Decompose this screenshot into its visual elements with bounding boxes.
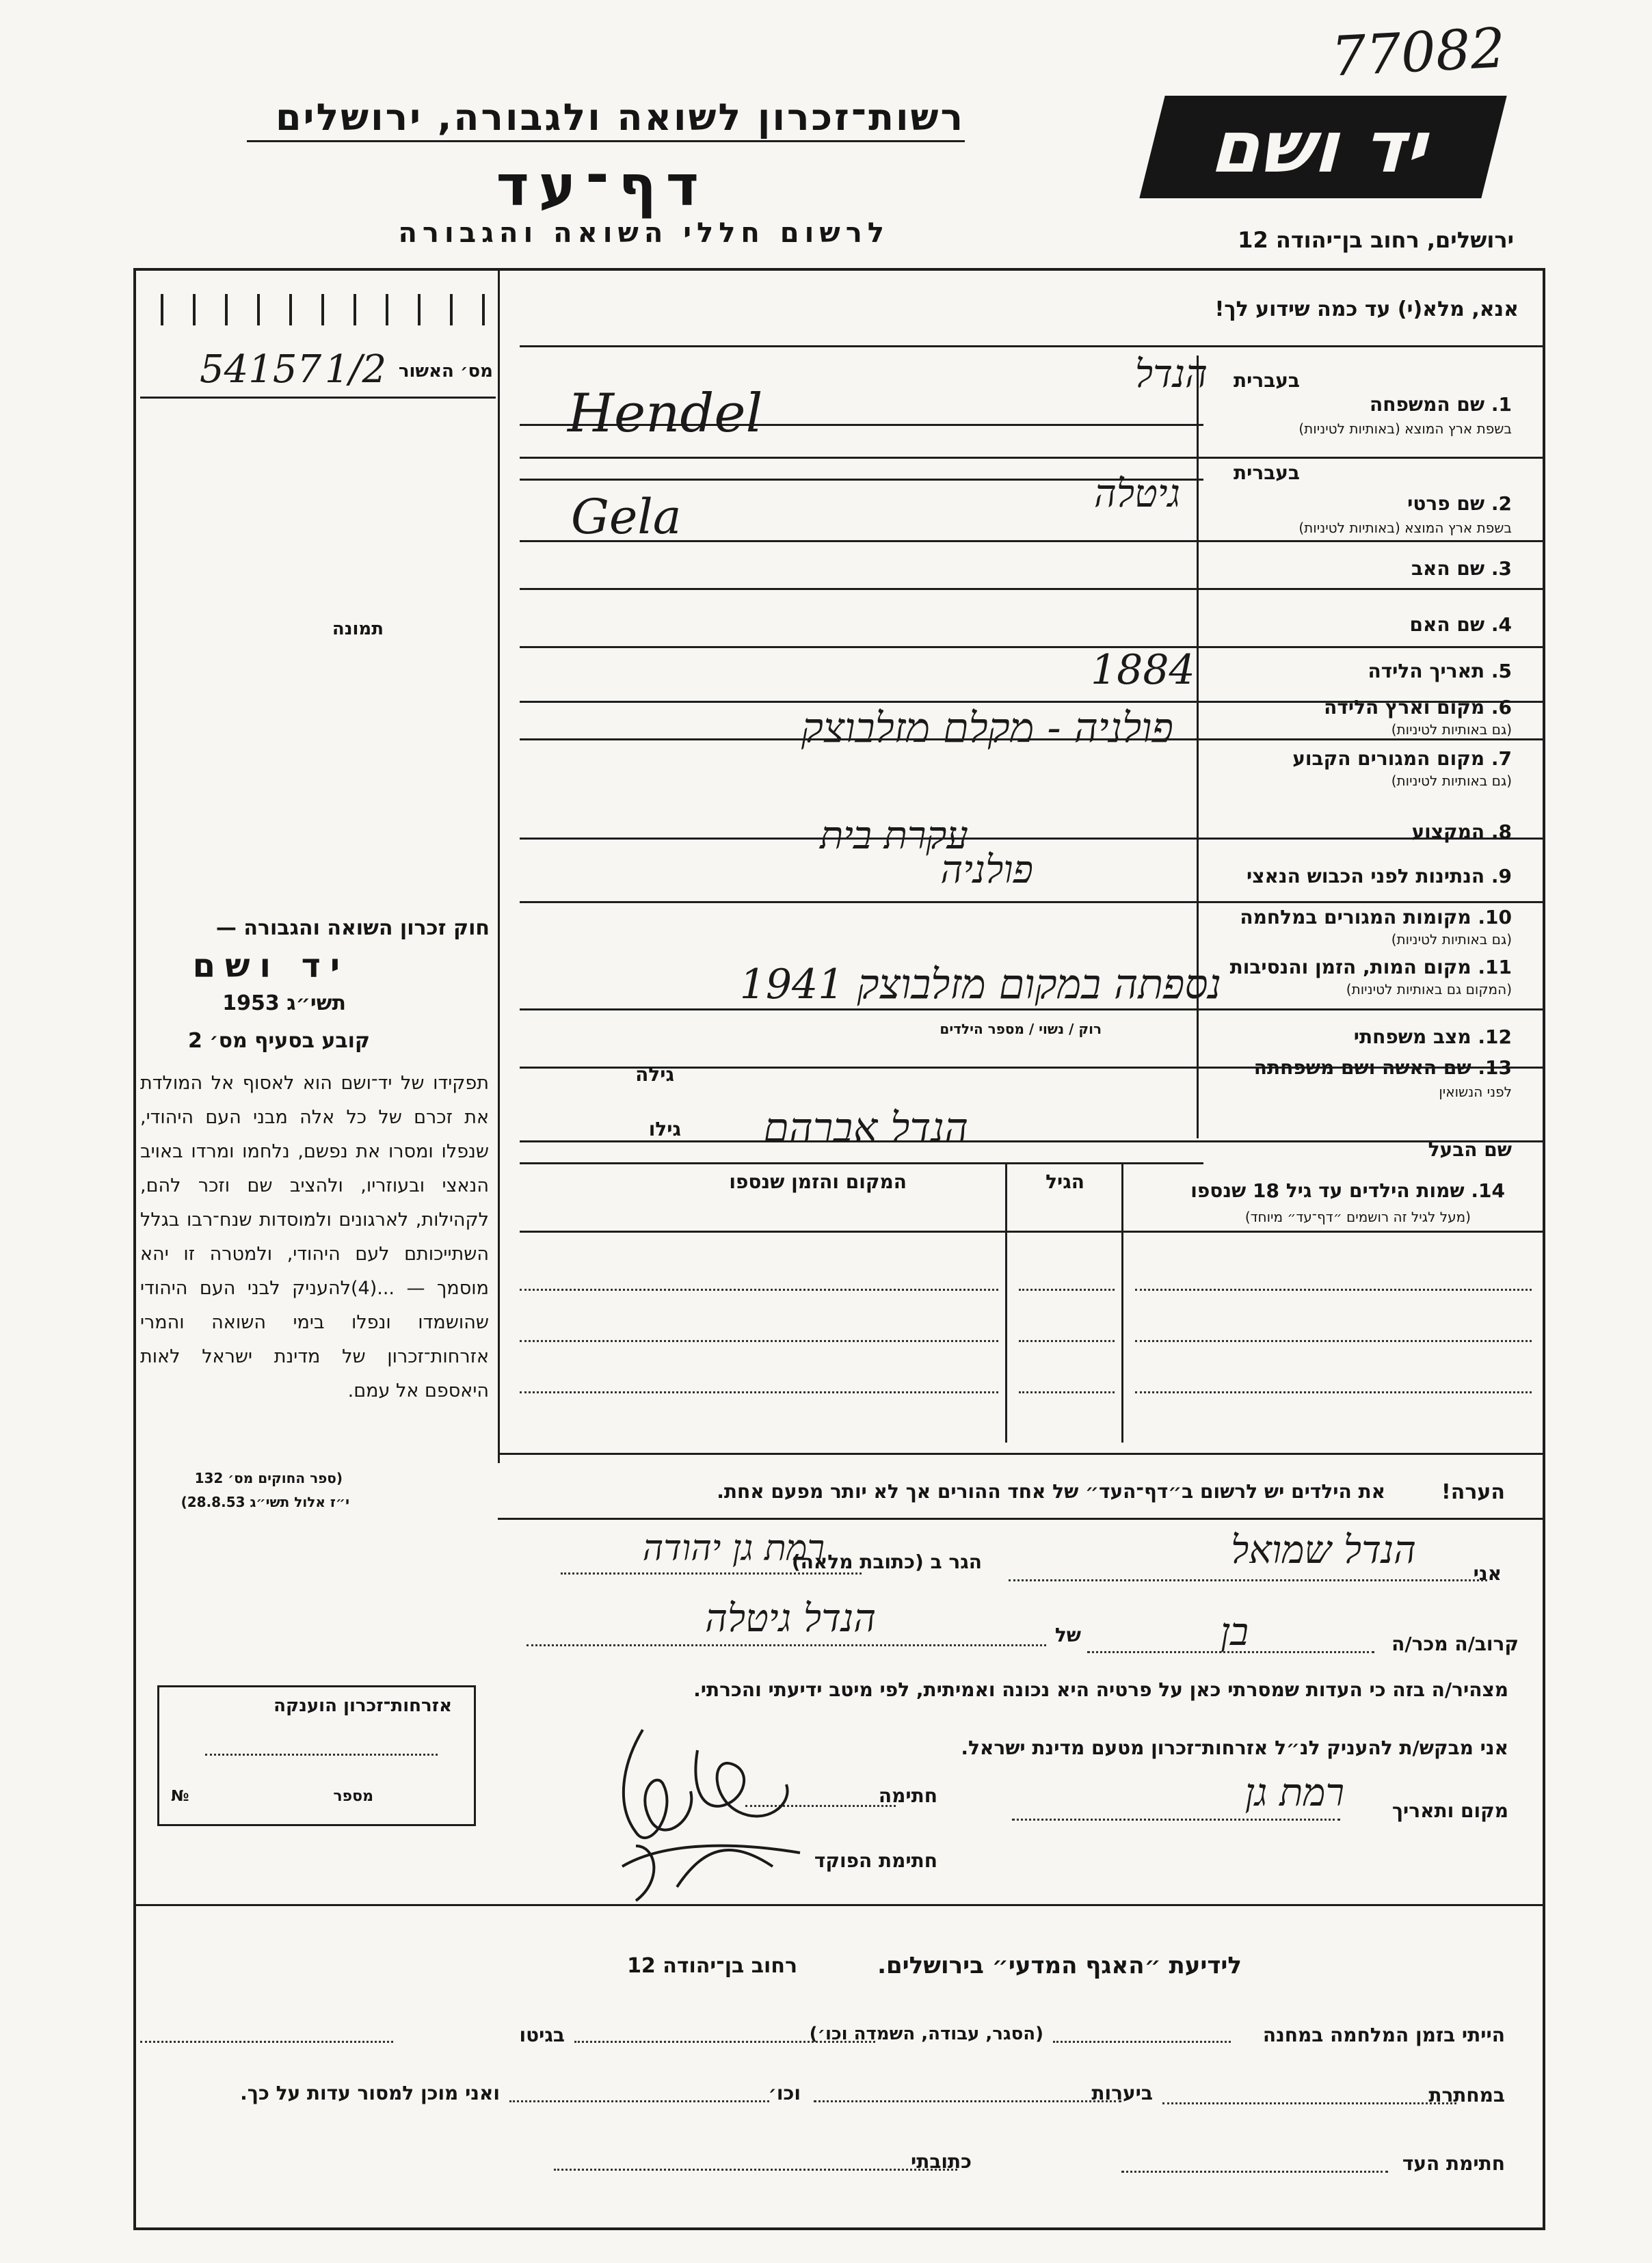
law-name: יד ושם	[192, 947, 349, 985]
field-3-label: 3. שם האב	[1411, 557, 1512, 580]
field-10-label: 10. מקומות המגורים במלחמה	[1240, 906, 1512, 928]
authority-underline	[247, 140, 965, 142]
place-date-label: מקום ותאריך	[1391, 1799, 1508, 1822]
approval-label: מס׳ האשור	[398, 361, 493, 381]
field-5-label: 5. תאריך הלידה	[1368, 660, 1512, 682]
field-1-hebrew-label: בעברית	[1233, 369, 1300, 392]
label-column-border	[1197, 356, 1199, 1138]
law-year: תשי״ג 1953	[222, 991, 346, 1015]
signature-label: חתימה	[878, 1784, 937, 1807]
law-title: חוק זכרון השואה והגבורה —	[215, 916, 490, 940]
field-8-label: 8. המקצוע	[1411, 820, 1512, 843]
footer-line2-mid1: ביערות	[1091, 2082, 1153, 2104]
approval-underline	[140, 397, 496, 399]
children-label: 14. שמות הילדים עד גיל 18 שנספו	[1190, 1179, 1505, 1202]
instructions-divider	[520, 345, 1545, 347]
law-body: תפקידו של יד־ושם הוא לאסוף אל המולדת את זכרם של כל אלה מבני העם היהודי, שנפלו ומסרו את נפשם, נלחמו ומרדו באויב הנאצי ובעוזריו, ולהציב שם וזכר להם, לקהילות, לארגונים ולמוסדות שנח־רבו בגלל השתייכותם לעם היהודי, ולמטרה זו יהא מוסמך — ...(4)להעניק לבני העם היהודי שהושמדו ונפלו בימי השואה והמרי אזרחות־זכרון של מדינת ישראל לאות היאספם אל עמם.	[140, 1073, 489, 1402]
instructions: אנא, מלא(י) עד כמה שידוע לך!	[1214, 297, 1519, 321]
field-11-label: 11. מקום המות, הזמן והנסיבות	[1229, 956, 1512, 978]
witness-ani-label: אני	[1473, 1562, 1502, 1585]
field-4-label: 4. שם האם	[1409, 613, 1512, 636]
footer-line1-start: הייתי בזמן המלחמה במחנה	[1262, 2024, 1505, 2046]
law-source-date: י״ז אלול תשי״ג 28.8.53)	[181, 1494, 349, 1510]
footer-address: רחוב בן־יהודה 12	[627, 1954, 797, 1978]
citizenship-box-title: אזרחות־זכרון הוענקה	[274, 1696, 452, 1716]
note-label: הערה!	[1441, 1480, 1505, 1504]
children-age-header: הגיל	[1045, 1170, 1084, 1193]
authority-line: רשות־זכרון לשואה ולגבורה, ירושלים	[275, 96, 965, 139]
field-7-label: 7. מקום המגורים הקבוע	[1292, 747, 1512, 770]
field-2-label: 2. שם פרטי	[1407, 492, 1512, 515]
field-6-label: 6. מקום וארץ הלידה	[1324, 696, 1512, 719]
footer-line1-paren: (הסגר, עבודה, השמדה וכו׳)	[809, 2024, 1043, 2044]
footer-line2-mid2: וכו׳	[768, 2082, 801, 2104]
husband-born-label: גילו	[648, 1118, 681, 1140]
form-subtitle: לרשום חללי השואה והגבורה	[398, 217, 890, 249]
header-address: ירושלים, רחוב בן־יהודה 12	[1238, 227, 1514, 253]
footer-line1-end: בגיטו	[519, 2024, 565, 2046]
field-1-latin-value: Hendel	[568, 383, 763, 444]
approval-ticks	[161, 294, 482, 325]
note-text: את הילדים יש לרשום ב״דף־העד״ של אחד ההורים אך לא יותר מפעם אחת.	[717, 1480, 1385, 1503]
field-1-sub: בשפת ארץ המוצא (באותיות לטיניות)	[1298, 420, 1512, 437]
witness-signature	[595, 1709, 841, 1907]
place-date-value: רמת גן	[1244, 1771, 1344, 1815]
husband-value: הנדל אברהם	[763, 1104, 968, 1152]
field-2-hebrew-value: גיטלה	[1094, 472, 1180, 516]
witness-request: אני מבקש/ת להעניק לנ״ל אזרחות־זכרון מטעם מדינת ישראל.	[961, 1737, 1508, 1759]
approval-fraction: 1/2	[325, 347, 387, 392]
witness-name: הנדל שמואל	[1231, 1528, 1416, 1572]
witness-of-name: הנדל גיטלה	[705, 1596, 876, 1641]
left-column-border	[498, 270, 500, 1463]
field-2-latin-value: Gela	[571, 489, 682, 545]
witness-relation: בן	[1220, 1610, 1249, 1655]
field-11-sub: (המקום גם באותיות לטיניות)	[1346, 981, 1512, 997]
yad-vashem-logo: יד ושם	[1139, 96, 1506, 198]
footer-line3-end: כתובתי	[910, 2150, 972, 2173]
field-6-sub: (גם באותיות לטיניות)	[1391, 721, 1512, 738]
witness-address: רמת גן יהודה	[642, 1528, 825, 1569]
field-1-hebrew-value: הנדל	[1134, 352, 1208, 397]
field-11-value: נספתה במקום מזלבוצק 1941	[739, 961, 1221, 1008]
field-12-sub: רוק / נשוי / מספר הילדים	[940, 1021, 1102, 1037]
footer-title: לידיעת ״האגף המדעי״ בירושלים.	[877, 1952, 1242, 1979]
witness-relation-label: קרוב/ה מכר/ה	[1391, 1633, 1519, 1655]
field-5-value: 1884	[1091, 646, 1195, 694]
law-clause: קובע בסעיף מס׳ 2	[187, 1029, 370, 1053]
field-13-maiden-label: גילה	[635, 1063, 674, 1086]
witness-declaration: מצהיר/ה בזה כי העדות שמסרתי כאן על פרטיה היא נכונה ואמיתית, לפי מיטב ידיעתי והכרתי.	[693, 1678, 1508, 1701]
field-2-sub: בשפת ארץ המוצא (באותיות לטיניות)	[1298, 520, 1512, 536]
footer-line2-end: ואני מוכן למסור עדות על כך.	[240, 2082, 500, 2104]
field-9-value: פולניה	[940, 848, 1033, 892]
witness-resides-label: הגר ב (כתובת מלאה)	[791, 1551, 982, 1573]
field-2-hebrew-label: בעברית	[1233, 461, 1300, 484]
children-sub: (מעל לגיל זה רושמים ״דף־עד״ מיוחד)	[1244, 1209, 1471, 1225]
field-8-value: עקרת בית	[820, 814, 968, 858]
field-10-sub: (גם באותיות לטיניות)	[1391, 931, 1512, 948]
footer-line2-start: במחתרת	[1428, 2084, 1505, 2106]
field-1-label: 1. שם המשפחה	[1370, 393, 1512, 416]
children-place-header: המקום והזמן שנספו	[729, 1170, 907, 1193]
approval-number: 54157	[200, 347, 322, 392]
archive-number: 77082	[1329, 16, 1507, 89]
field-13-label: 13. שם האשה ושם משפחתה	[1253, 1056, 1512, 1079]
husband-label: שם הבעל	[1428, 1138, 1512, 1161]
field-12-label: 12. מצב משפחתי	[1353, 1026, 1512, 1048]
citizenship-number-sign: №	[171, 1788, 189, 1805]
witness-of-label: של	[1054, 1624, 1081, 1646]
field-13-sub: לפני הנשואין	[1439, 1084, 1512, 1100]
law-source: (ספר החוקים מס׳ 132	[194, 1470, 343, 1486]
citizenship-number-label: מספר	[333, 1788, 373, 1805]
photo-label: תמונה	[332, 619, 384, 639]
field-6-value: פולניה - מקלם מזלבוצק	[801, 704, 1173, 752]
officer-signature-label: חתימת הפוקד	[814, 1849, 937, 1872]
form-title: דף־עד	[496, 154, 708, 219]
field-7-sub: (גם באותיות לטיניות)	[1391, 773, 1512, 789]
footer-line3-start: חתימת העד	[1402, 2152, 1505, 2175]
field-9-label: 9. הנתינות לפני הכבוש הנאצי	[1247, 865, 1512, 887]
